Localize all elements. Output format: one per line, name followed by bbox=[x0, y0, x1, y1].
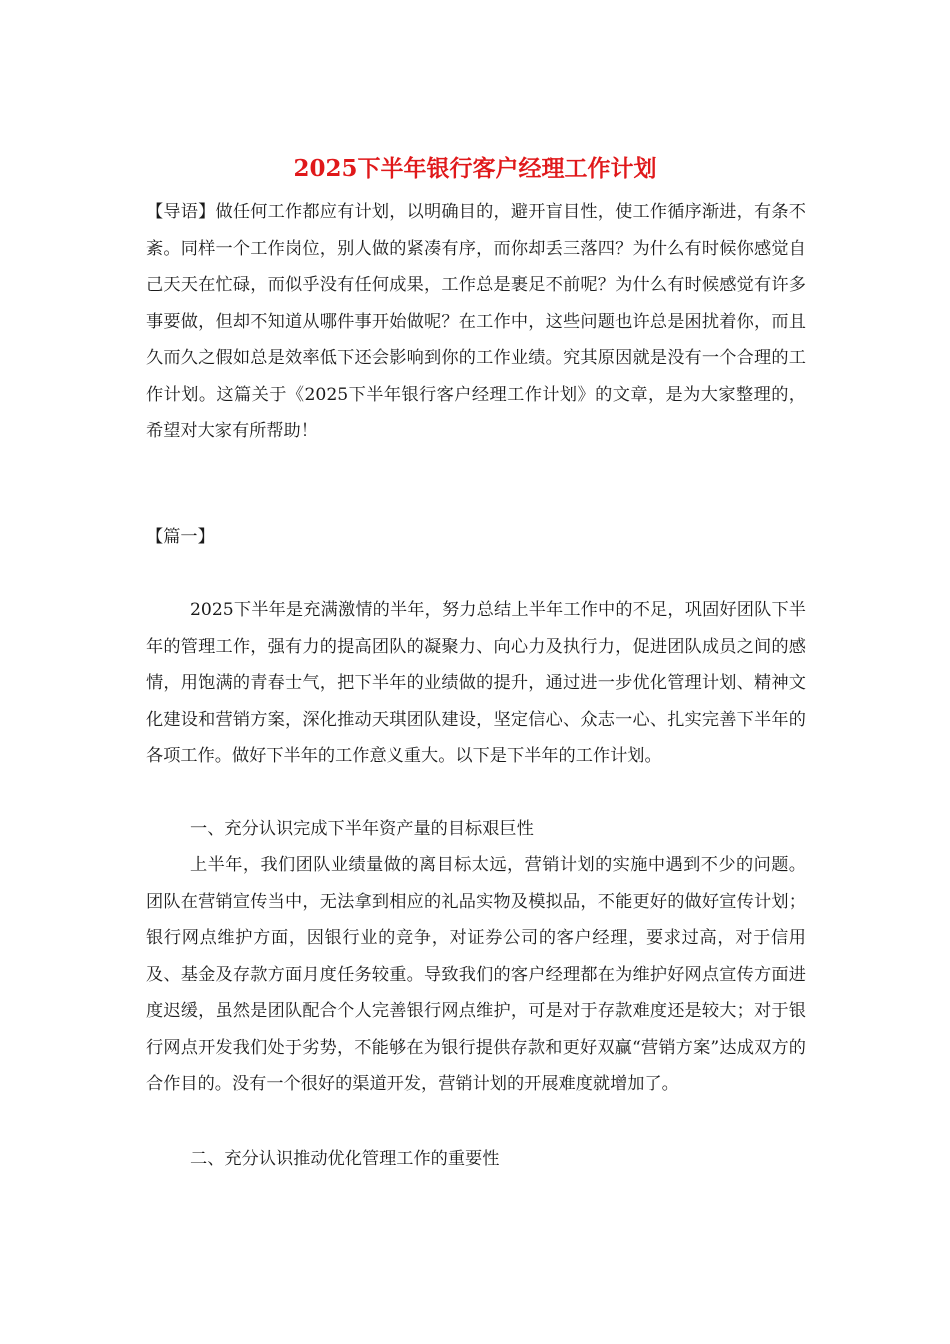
intro-paragraph: 【导语】做任何工作都应有计划，以明确目的，避开盲目性，使工作循序渐进，有条不紊。同样一个工作岗位，别人做的紧凑有序，而你却丢三落四？为什么有时候你感觉自己天天在忙碌，而似乎没有任何成果，工作总是裹足不前呢？为什么有时候感觉有许多事要做，但却不知道从哪件事开始做呢？在工作中，这些问题也许总是困扰着你，而且久而久之假如总是效率低下还会影响到你的工作业绩。究其原因就是没有一个合理的工作计划。这篇关于《2025下半年银行客户经理工作计划》的文章，是为大家整理的，希望对大家有所帮助！ bbox=[146, 202, 806, 441]
section-heading-1: 一、充分认识完成下半年资产量的目标艰巨性 bbox=[190, 819, 534, 839]
section-tag: 【篇一】 bbox=[146, 527, 215, 547]
document-title: 2025下半年银行客户经理工作计划 bbox=[293, 155, 657, 182]
body-paragraph-1: 2025下半年是充满激情的半年，努力总结上半年工作中的不足，巩固好团队下半年的管理工作，强有力的提高团队的凝聚力、向心力及执行力，促进团队成员之间的感情，用饱满的青春士气，把下半年的业绩做的提升，通过进一步优化管理计划、精神文化建设和营销方案，深化推动天琪团队建设，坚定信心、众志一心、扎实完善下半年的各项工作。做好下半年的工作意义重大。以下是下半年的工作计划。 bbox=[146, 600, 806, 766]
section-heading-2: 二、充分认识推动优化管理工作的重要性 bbox=[190, 1149, 500, 1169]
body-paragraph-2: 上半年，我们团队业绩量做的离目标太远，营销计划的实施中遇到不少的问题。团队在营销宣传当中，无法拿到相应的礼品实物及模拟品，不能更好的做好宣传计划；银行网点维护方面，因银行业的竞争，对证券公司的客户经理，要求过高，对于信用及、基金及存款方面月度任务较重。导致我们的客户经理都在为维护好网点宣传方面进度迟缓，虽然是团队配合个人完善银行网点维护，可是对于存款难度还是较大；对于银行网点开发我们处于劣势，不能够在为银行提供存款和更好双赢“营销方案”达成双方的合作目的。没有一个很好的渠道开发，营销计划的开展难度就增加了。 bbox=[146, 855, 806, 1094]
